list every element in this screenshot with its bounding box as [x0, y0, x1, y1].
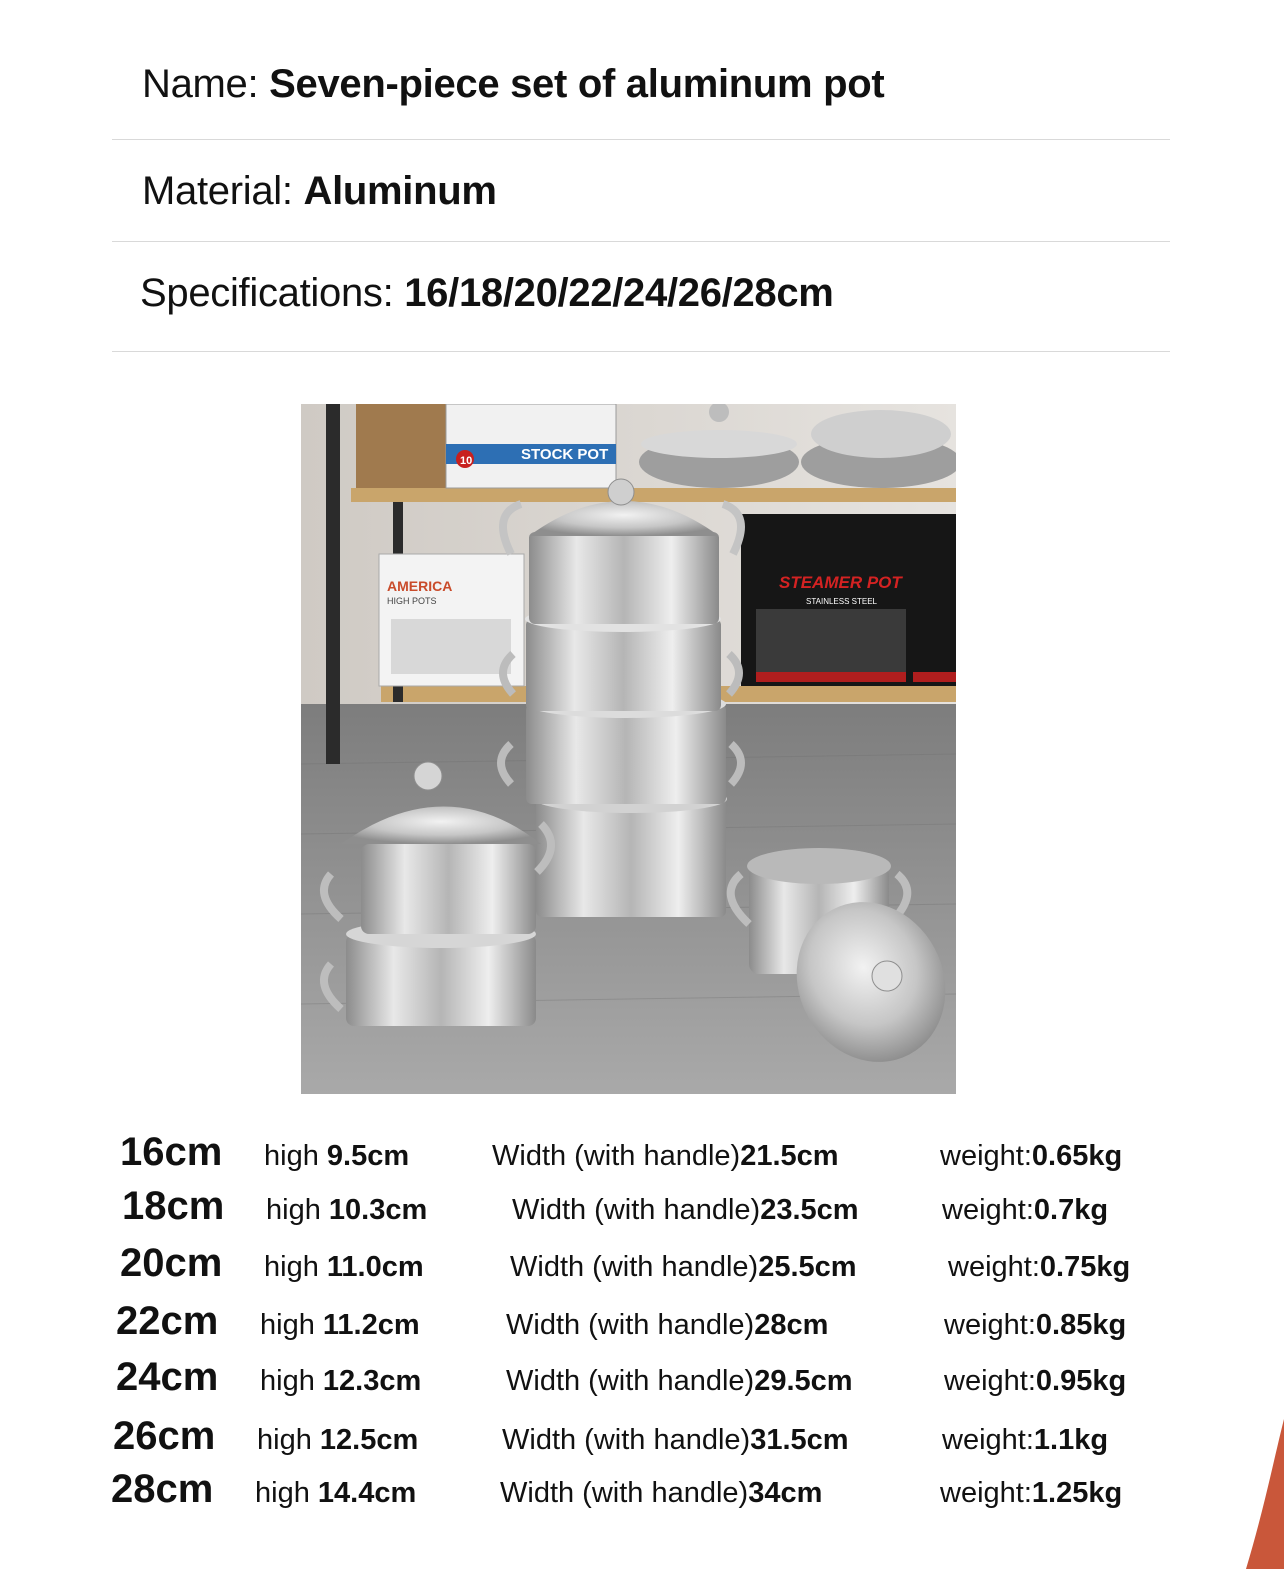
- specifications-value: 16/18/20/22/24/26/28cm: [404, 271, 834, 315]
- weight-value: 0.95kg: [1035, 1365, 1127, 1397]
- weight-label: weight:: [944, 1365, 1036, 1397]
- width-cell: [492, 1140, 839, 1173]
- weight-cell: [942, 1424, 1108, 1457]
- steamer-pot-box-sub: STAINLESS STEEL: [806, 597, 877, 606]
- weight-label: weight:: [942, 1424, 1034, 1456]
- height-cell: [264, 1251, 424, 1284]
- width-value: 31.5cm: [750, 1424, 849, 1456]
- height-cell: [264, 1140, 409, 1173]
- width-label: Width (with handle): [506, 1309, 755, 1341]
- height-label: high: [260, 1365, 323, 1397]
- specifications-label: Specifications:: [140, 271, 405, 315]
- height-value: 11.2cm: [322, 1309, 420, 1341]
- america-box-label: AMERICA: [387, 578, 453, 594]
- pot-size: 18cm: [122, 1184, 225, 1228]
- pot-size: 16cm: [120, 1130, 223, 1174]
- width-label: Width (with handle): [500, 1477, 749, 1509]
- weight-cell: [944, 1365, 1126, 1398]
- height-label: high: [255, 1477, 318, 1509]
- width-value: 21.5cm: [740, 1140, 839, 1172]
- divider: [112, 241, 1170, 242]
- pot-size: 24cm: [116, 1355, 219, 1399]
- weight-value: 1.1kg: [1033, 1424, 1109, 1456]
- steamer-pot-box-label: STEAMER POT: [779, 573, 902, 592]
- width-value: 29.5cm: [754, 1365, 853, 1397]
- weight-cell: [940, 1140, 1122, 1173]
- height-cell: [257, 1424, 418, 1457]
- height-value: 14.4cm: [317, 1477, 417, 1509]
- width-cell: [512, 1194, 859, 1227]
- width-cell: [500, 1477, 822, 1510]
- corner-accent: [1244, 1419, 1284, 1569]
- material-label: Material:: [142, 169, 304, 213]
- weight-label: weight:: [940, 1140, 1032, 1172]
- weight-value: 0.75kg: [1039, 1251, 1131, 1283]
- pot-size: 20cm: [120, 1241, 223, 1285]
- width-label: Width (with handle): [492, 1140, 741, 1172]
- material-value: Aluminum: [303, 169, 497, 213]
- america-box-sub: HIGH POTS: [387, 596, 437, 606]
- height-label: high: [266, 1194, 329, 1226]
- height-cell: [255, 1477, 416, 1510]
- weight-value: 1.25kg: [1031, 1477, 1123, 1509]
- stock-pot-box-count: 10: [460, 455, 473, 467]
- weight-label: weight:: [948, 1251, 1040, 1283]
- height-value: 11.0cm: [326, 1251, 424, 1283]
- height-value: 10.3cm: [328, 1194, 428, 1226]
- height-label: high: [260, 1309, 323, 1341]
- height-cell: [260, 1365, 421, 1398]
- weight-label: weight:: [942, 1194, 1034, 1226]
- width-cell: [506, 1309, 828, 1342]
- stock-pot-box-label: STOCK POT: [521, 446, 609, 463]
- product-photo: [301, 404, 956, 1094]
- name-label: Name:: [142, 62, 270, 106]
- weight-label: weight:: [944, 1309, 1036, 1341]
- width-value: 28cm: [754, 1309, 829, 1341]
- height-value: 12.5cm: [319, 1424, 419, 1456]
- height-cell: [260, 1309, 420, 1342]
- width-cell: [506, 1365, 853, 1398]
- height-label: high: [264, 1140, 327, 1172]
- pot-size: 28cm: [111, 1467, 214, 1511]
- width-label: Width (with handle): [502, 1424, 751, 1456]
- specifications-line: [140, 271, 834, 316]
- weight-cell: [940, 1477, 1122, 1510]
- divider: [112, 139, 1170, 140]
- name-line: [142, 62, 884, 107]
- height-value: 9.5cm: [326, 1140, 410, 1172]
- width-cell: [510, 1251, 857, 1284]
- weight-value: 0.7kg: [1033, 1194, 1109, 1226]
- weight-cell: [944, 1309, 1126, 1342]
- height-label: high: [264, 1251, 327, 1283]
- width-value: 23.5cm: [760, 1194, 859, 1226]
- weight-value: 0.85kg: [1035, 1309, 1127, 1341]
- weight-value: 0.65kg: [1031, 1140, 1123, 1172]
- name-value: Seven-piece set of aluminum pot: [269, 62, 885, 106]
- pot-size: 26cm: [113, 1414, 216, 1458]
- width-label: Width (with handle): [510, 1251, 759, 1283]
- width-value: 34cm: [748, 1477, 823, 1509]
- width-cell: [502, 1424, 849, 1457]
- weight-cell: [942, 1194, 1108, 1227]
- weight-label: weight:: [940, 1477, 1032, 1509]
- weight-cell: [948, 1251, 1130, 1284]
- height-value: 12.3cm: [322, 1365, 422, 1397]
- height-cell: [266, 1194, 427, 1227]
- width-value: 25.5cm: [758, 1251, 857, 1283]
- material-line: [142, 169, 497, 214]
- height-label: high: [257, 1424, 320, 1456]
- width-label: Width (with handle): [506, 1365, 755, 1397]
- divider: [112, 351, 1170, 352]
- pot-size: 22cm: [116, 1299, 219, 1343]
- width-label: Width (with handle): [512, 1194, 761, 1226]
